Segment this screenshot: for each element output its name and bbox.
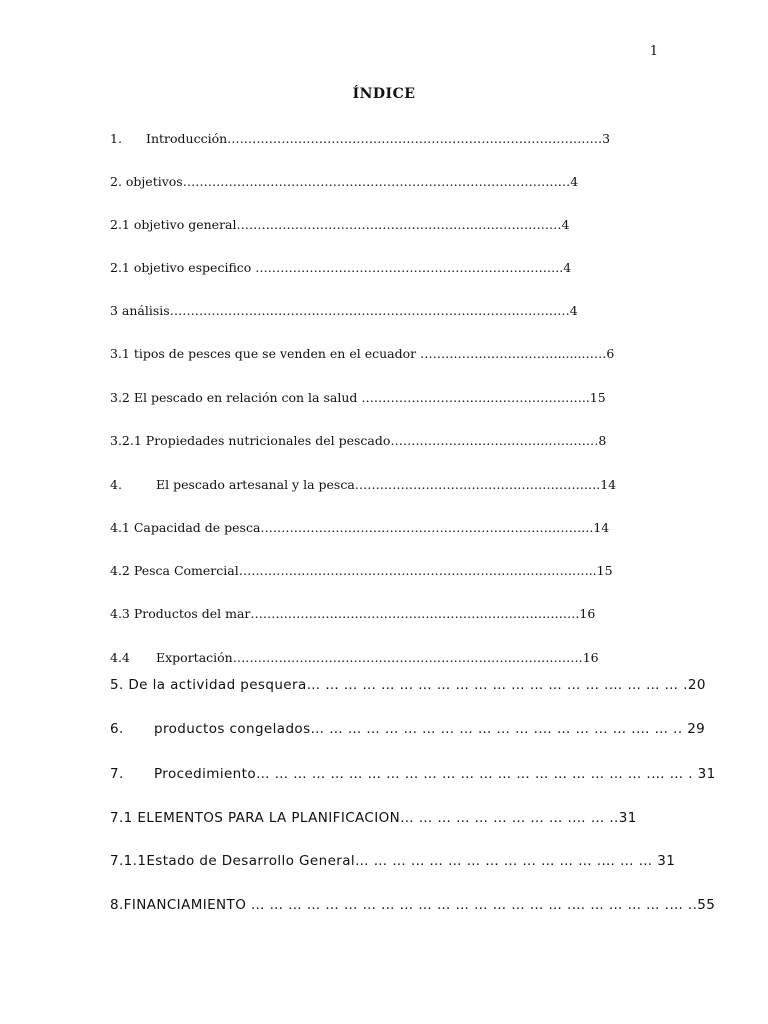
toc-entry-text: Introducción………………………………………………………………………………3: [146, 131, 611, 146]
toc-entry-text: 7.1 ELEMENTOS PARA LA PLANIFICACION… … … … … … … … … .… … ..31: [110, 810, 637, 826]
toc-entry-pescado-artesanal[interactable]: [110, 477, 617, 493]
toc-entry-number: 4.4: [110, 650, 130, 665]
toc-entry-propiedades-nutricionales[interactable]: [110, 433, 613, 449]
toc-entry-analisis[interactable]: [110, 303, 613, 319]
toc-entry-text: 4.3 Productos del mar…………………………………………………………………….16: [110, 606, 596, 621]
toc-entry-capacidad-de-pesca[interactable]: [110, 520, 613, 536]
toc-entry-text: 3.2.1 Propiedades nutricionales del pescado………………………………..…………8: [110, 433, 607, 448]
toc-entry-number: 4.: [110, 477, 122, 492]
toc-entry-introduccion[interactable]: [110, 131, 613, 147]
toc-entry-estado-desarrollo[interactable]: [110, 853, 676, 869]
toc-entry-text: 3.2 El pescado en relación con la salud …………………………..…………………..15: [110, 390, 606, 405]
toc-entry-text: 7.1.1Estado de Desarrollo General… … … … … … … … … … … … … .… … … 31: [110, 853, 676, 869]
toc-entry-number: 7.: [110, 766, 124, 782]
toc-entry-text: El pescado artesanal y la pesca…………………………………………………..14: [156, 477, 617, 492]
toc-entry-objetivos[interactable]: [110, 174, 613, 190]
toc-entry-objetivo-general[interactable]: [110, 217, 613, 233]
toc-entry-productos-congelados[interactable]: [110, 721, 706, 737]
toc-entry-text: productos congelados… … … … … … … … … … … … .… … … … … .… … .. 29: [154, 721, 706, 737]
page-number: 1: [649, 44, 658, 59]
toc-entry-actividad-pesquera[interactable]: [110, 677, 706, 693]
toc-entry-text: Procedimiento… … … … … … … … … … … … … … … … … … … … … .… … . 31: [154, 766, 716, 782]
toc-entry-elementos-planificacion[interactable]: [110, 810, 637, 826]
toc-entry-exportacion[interactable]: [110, 650, 613, 666]
toc-entry-procedimiento[interactable]: [110, 766, 716, 782]
toc-entry-text: 2.1 objetivo especifico ………………………………………………………………..4: [110, 260, 572, 275]
toc-entry-number: 1.: [110, 131, 122, 146]
toc-entry-pescado-salud[interactable]: [110, 390, 613, 406]
toc-entry-text: 4.2 Pesca Comercial…………………………………………………………………………..15: [110, 563, 613, 578]
toc-entry-text: 8.FINANCIAMIENTO … … … … … … … … … … … … … … … … … .… … … … … .… ..55: [110, 897, 716, 913]
toc-entry-financiamiento[interactable]: [110, 897, 716, 913]
page-title: ÍNDICE: [352, 86, 416, 102]
toc-entry-text: 2.1 objetivo general……………………………………………………………………4: [110, 217, 570, 232]
toc-entry-text: 4.1 Capacidad de pesca……………………………………………………………………..14: [110, 520, 610, 535]
toc-entry-text: 3 análisis……………………………………………………………………………………4: [110, 303, 578, 318]
toc-entry-tipos-de-pesces[interactable]: [110, 346, 613, 362]
toc-entry-pesca-comercial[interactable]: [110, 563, 613, 579]
toc-entry-text: 3.1 tipos de pesces que se venden en el ecuador ……………………………......……6: [110, 346, 615, 361]
toc-entry-text: 2. objetivos…………………………………………………………………………………4: [110, 174, 579, 189]
toc-entry-text: Exportación…………………………………………………………………………16: [156, 650, 599, 665]
toc-entry-objetivo-especifico[interactable]: [110, 260, 613, 276]
toc-entry-productos-del-mar[interactable]: [110, 606, 613, 622]
toc-entry-text: 5. De la actividad pesquera… … … … … … … … … … … … … … … … .… … … … .20: [110, 677, 706, 693]
toc-entry-number: 6.: [110, 721, 124, 737]
